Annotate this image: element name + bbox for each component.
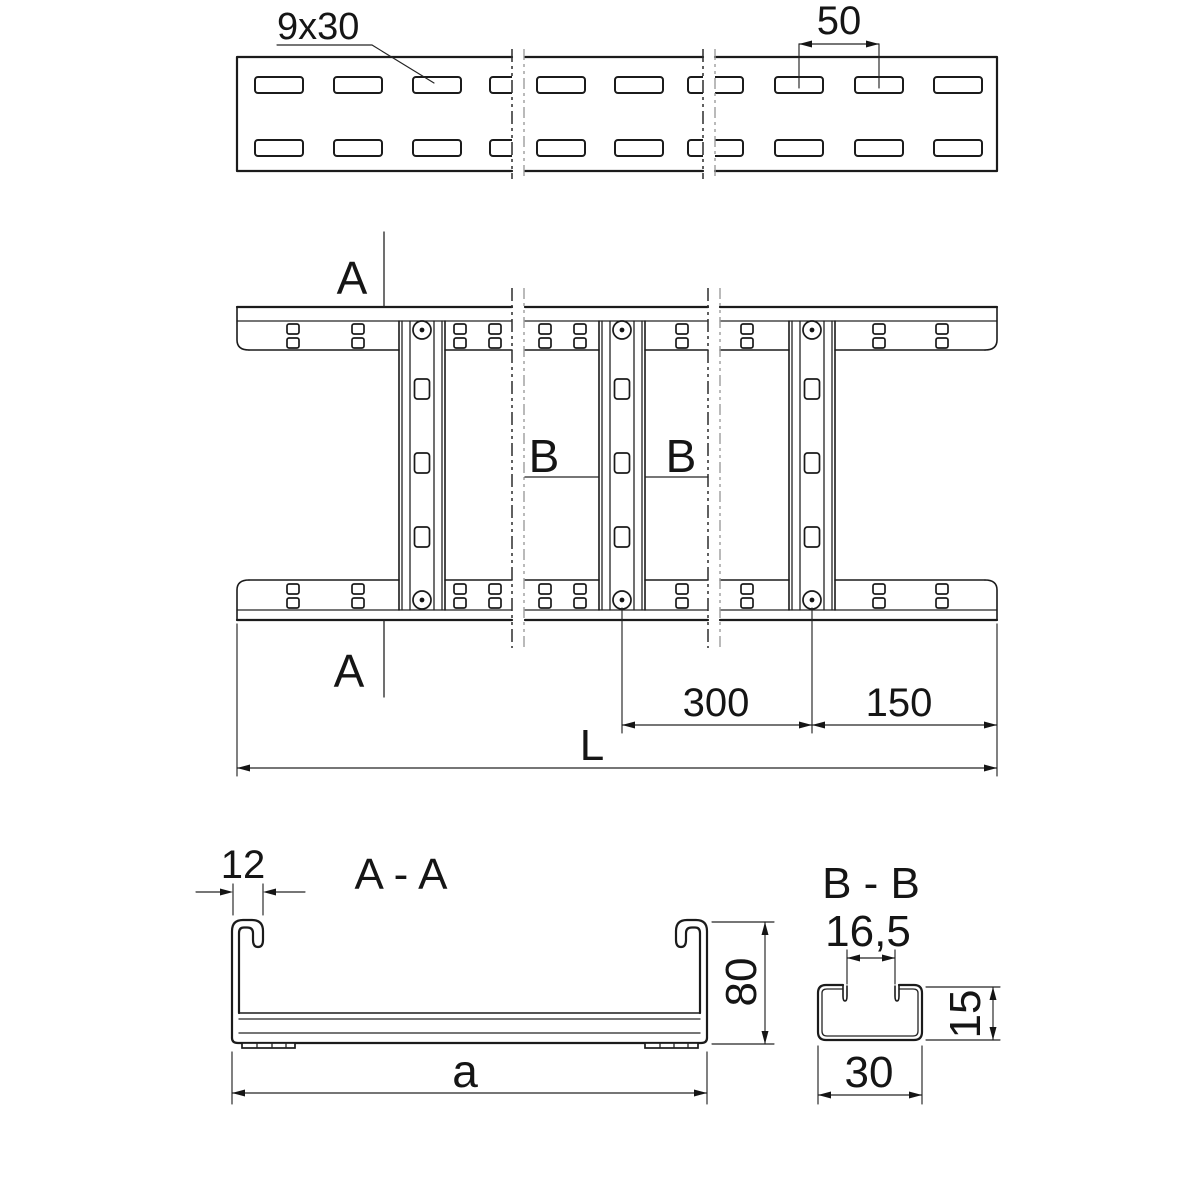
- arrowhead-right-icon: [799, 722, 812, 729]
- rung-2: [599, 321, 645, 610]
- rung-profile-inner: [822, 989, 918, 1036]
- bottom-rail-left-end: [237, 580, 249, 620]
- arrowhead-left-icon: [812, 722, 825, 729]
- opening-dimension-label: 16,5: [825, 907, 911, 956]
- strip-slots-segment-2: [537, 77, 736, 156]
- section-aa-title: A - A: [354, 850, 448, 899]
- left-side-rail-profile: [232, 920, 263, 1038]
- total-length-dimension-label: L: [579, 721, 605, 770]
- section-b-label-left: B: [528, 430, 560, 482]
- top-rail-right-end: [985, 307, 997, 350]
- arrowhead-left-icon: [263, 889, 276, 896]
- arrowhead-right-icon: [909, 1092, 922, 1099]
- section-bb-title: B - B: [822, 859, 920, 908]
- rung-left-lip: [843, 986, 847, 1001]
- side-rail-top-view: [237, 0, 997, 179]
- rung-right-lip: [895, 986, 899, 1001]
- floor-bottom-line: [232, 1038, 707, 1043]
- strip-slots-segment-3: [695, 77, 982, 156]
- rung-profile-outer: [818, 985, 922, 1040]
- rung-3: [789, 321, 835, 610]
- arrowhead-down-icon: [762, 1031, 769, 1044]
- arrowhead-right-icon: [984, 722, 997, 729]
- arrowhead-right-icon: [866, 41, 879, 48]
- section-a-label-top: A: [336, 252, 368, 304]
- top-rail-left-end: [237, 307, 249, 350]
- rung-spacing-dimension-label: 300: [682, 681, 750, 725]
- rung-height-dimension-label: 15: [941, 989, 990, 1039]
- arrowhead-left-icon: [237, 765, 250, 772]
- arrowhead-down-icon: [990, 1027, 997, 1040]
- slot-size-label: 9x30: [277, 6, 360, 48]
- arrowhead-right-icon: [984, 765, 997, 772]
- section-b-label-right: B: [665, 430, 697, 482]
- right-fastening-tab: [645, 1043, 698, 1048]
- end-offset-dimension-label: 150: [865, 681, 933, 725]
- arrowhead-right-icon: [694, 1090, 707, 1097]
- right-side-rail-profile: [676, 920, 707, 1038]
- arrowhead-left-icon: [818, 1092, 831, 1099]
- rung-width-dimension-label: 30: [844, 1048, 894, 1097]
- ladder-plan-view: [237, 232, 997, 776]
- arrowhead-right-icon: [220, 889, 233, 896]
- arrowhead-left-icon: [232, 1090, 245, 1097]
- section-aa-view: [196, 843, 774, 1104]
- rung-1: [399, 321, 445, 610]
- arrowhead-left-icon: [799, 41, 812, 48]
- section-a-label-bottom: A: [333, 645, 365, 697]
- arrowhead-up-icon: [990, 987, 997, 1000]
- height-dimension-label: 80: [717, 957, 766, 1007]
- bottom-rail-right-end: [985, 580, 997, 620]
- strip-slots-segment-1: [255, 77, 538, 156]
- arrowhead-left-icon: [622, 722, 635, 729]
- hook-width-dimension-label: 12: [220, 843, 266, 887]
- section-bb-view: [818, 859, 1000, 1104]
- width-dimension-label: a: [452, 1045, 478, 1097]
- arrowhead-up-icon: [762, 922, 769, 935]
- slot-pitch-dimension-label: 50: [816, 0, 862, 43]
- left-fastening-tab: [242, 1043, 295, 1048]
